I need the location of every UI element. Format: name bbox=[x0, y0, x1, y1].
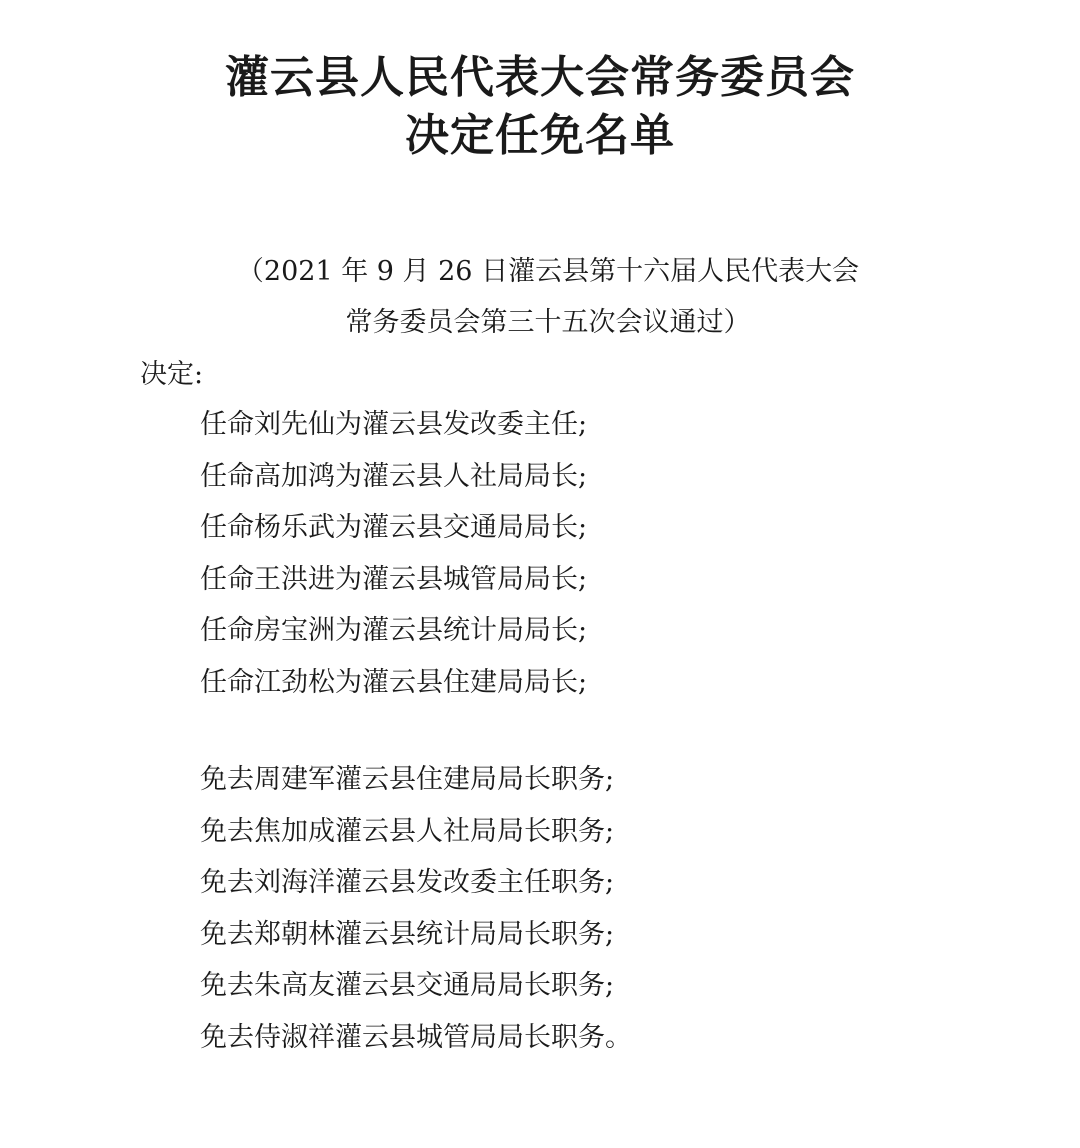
appointment-item: 任命王洪进为灌云县城管局局长; bbox=[200, 563, 588, 595]
document-title-line2: 决定任免名单 bbox=[405, 110, 675, 161]
removal-item: 免去焦加成灌云县人社局局长职务; bbox=[200, 815, 615, 847]
appointment-item: 任命刘先仙为灌云县发改委主任; bbox=[200, 409, 588, 440]
appointment-item: 任命江劲松为灌云县住建局局长; bbox=[200, 666, 588, 698]
appointment-item: 任命房宝洲为灌云县统计局局长; bbox=[200, 615, 588, 647]
removal-item: 免去刘海洋灌云县发改委主任职务; bbox=[200, 867, 615, 899]
appointment-list bbox=[200, 405, 587, 715]
meeting-note-line1: （2021 年 9 月 26 日灌云县第十六届人民代表大会 bbox=[236, 256, 860, 287]
removal-item: 免去郑朝林灌云县统计局局长职务; bbox=[200, 918, 615, 950]
meeting-note-line2: 常务委员会第三十五次会议通过） bbox=[345, 307, 751, 338]
removal-item: 免去朱高友灌云县交通局局长职务; bbox=[200, 970, 615, 1002]
removal-list bbox=[200, 760, 632, 1070]
appointment-item: 任命杨乐武为灌云县交通局局长; bbox=[200, 512, 588, 544]
removal-item: 免去周建军灌云县住建局局长职务; bbox=[200, 764, 615, 795]
decision-lead: 决定: bbox=[140, 359, 204, 390]
removal-item: 免去侍淑祥灌云县城管局局长职务。 bbox=[200, 1021, 632, 1053]
document-title-line1: 灌云县人民代表大会常务委员会 bbox=[225, 52, 855, 103]
appointment-item: 任命高加鸿为灌云县人社局局长; bbox=[200, 460, 588, 492]
